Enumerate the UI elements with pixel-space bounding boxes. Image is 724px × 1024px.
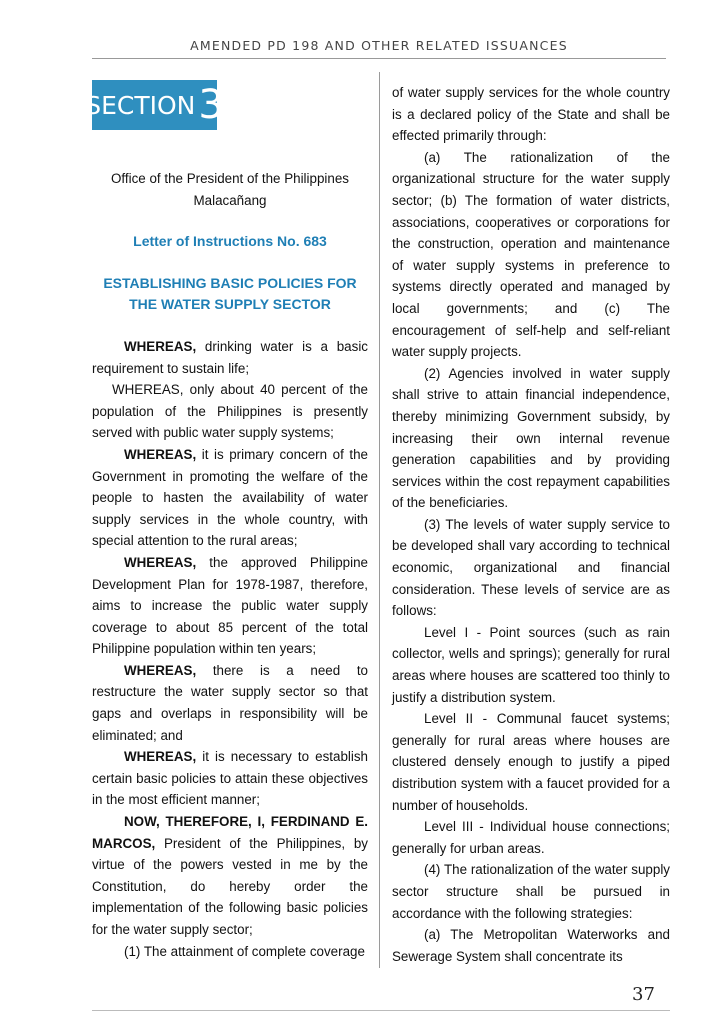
left-paragraph: NOW, THEREFORE, I, FERDINAND E. MARCOS, President of the Philippines, by virtue of the powers vested in me by the Constitution, do hereby order the implementation of the following basic policies for the water supply sector; — [92, 814, 368, 937]
left-paragraph: WHEREAS, only about 40 percent of the population of the Philippines is presently served with public water supply systems; — [92, 382, 368, 441]
left-column — [92, 168, 368, 962]
footer-rule — [92, 1010, 670, 1011]
left-paragraph: WHEREAS, drinking water is a basic requirement to sustain life; — [92, 338, 368, 376]
right-paragraph: Level II - Communal faucet systems; generally for rural areas where houses are clustered densely enough to justify a piped distribution system with a faucet provided for a number of households. — [392, 711, 670, 813]
left-paragraph: (1) The attainment of complete coverage — [124, 943, 365, 959]
right-column — [392, 82, 670, 967]
right-paragraph: (4) The rationalization of the water supply sector structure shall be pursued in accordance with the following strategies: — [392, 862, 670, 921]
issuer-line-2: Malacañang — [193, 192, 267, 208]
section-badge — [85, 80, 224, 130]
header-rule — [92, 58, 666, 59]
right-paragraph: Level I - Point sources (such as rain collector, wells and springs); generally for rural areas where houses are scattered too thinly to justify a distribution system. — [392, 624, 670, 705]
left-paragraph: WHEREAS, the approved Philippine Development Plan for 1978-1987, therefore, aims to increase the public water supply coverage to about 85 percent of the total Philippine population within ten years; — [92, 554, 368, 657]
heading-line-1: ESTABLISHING BASIC POLICIES FOR — [103, 274, 357, 291]
heading-line-2: THE WATER SUPPLY SECTOR — [129, 296, 331, 313]
right-paragraph: (a) The rationalization of the organizational structure for the water supply sector; (b) The formation of water districts, associations, cooperatives or corporations for the construction, operation and maintenance of water supply systems in preference to systems directly operated and managed by local governments; and (c) The encouragement of self-help and self-reliant water supply projects. — [392, 149, 670, 360]
right-paragraph: (3) The levels of water supply service to be developed shall vary according to technical economic, organizational and financial consideration. These levels of service are as follows: — [392, 516, 670, 619]
page-number: 37 — [632, 984, 655, 1005]
running-header: AMENDED PD 198 AND OTHER RELATED ISSUANCES — [190, 38, 568, 53]
left-paragraph: WHEREAS, it is primary concern of the Government in promoting the welfare of the people to hasten the availability of water supply services in the whole country, with special attention to the rural areas; — [92, 446, 368, 549]
section-word: SECTION — [85, 90, 196, 120]
issuer-line-1: Office of the President of the Philippines — [111, 171, 349, 186]
section-number: 3 — [198, 82, 224, 128]
loi-title: Letter of Instructions No. 683 — [133, 233, 327, 250]
left-paragraph: WHEREAS, there is a need to restructure the water supply sector so that gaps and overlaps in responsibility will be eliminated; and — [92, 662, 368, 743]
right-paragraph: Level III - Individual house connections; generally for urban areas. — [392, 819, 670, 856]
column-divider — [379, 72, 380, 968]
right-paragraph: (2) Agencies involved in water supply shall strive to attain financial independence, thereby minimizing Government subsidy, by increasing their own internal revenue generation capabilities and by providing services within the cost repayment capabilities of the beneficiaries. — [392, 365, 670, 511]
left-paragraph: WHEREAS, it is necessary to establish certain basic policies to attain these objectives in the most efficient manner; — [92, 749, 368, 808]
right-paragraph: (a) The Metropolitan Waterworks and Sewerage System shall concentrate its — [392, 927, 670, 964]
right-paragraph: of water supply services for the whole country is a declared policy of the State and shall be effected primarily through: — [392, 85, 670, 144]
